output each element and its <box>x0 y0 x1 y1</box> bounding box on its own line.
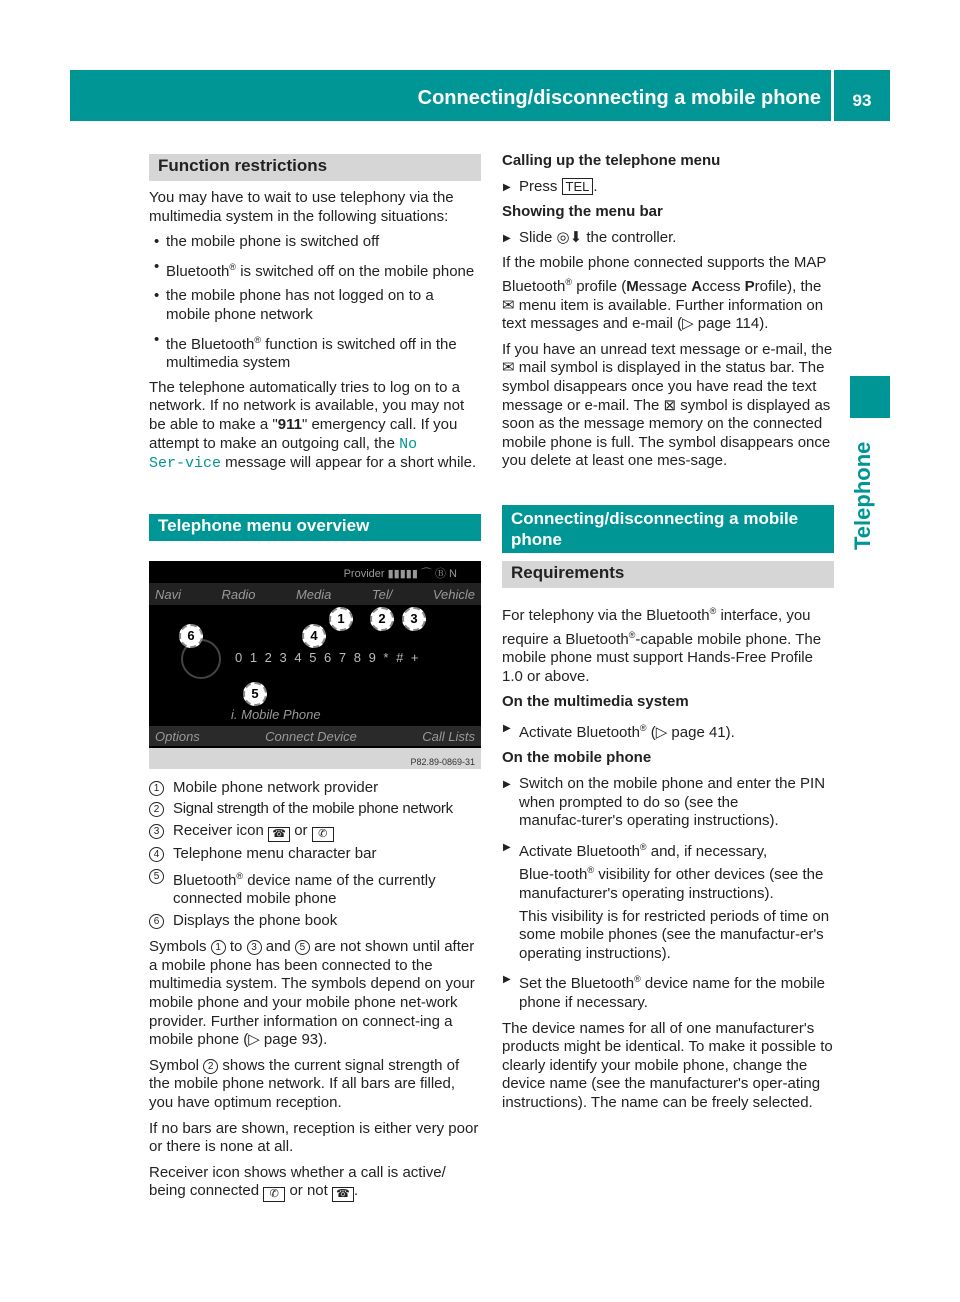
callout-2: 2 <box>370 607 394 631</box>
callout-3: 3 <box>402 607 426 631</box>
receiver-up-icon: ✆ <box>312 827 334 842</box>
callout-1: 1 <box>329 607 353 631</box>
list-item: • the mobile phone has not logged on to a mobile phone network <box>149 287 481 324</box>
legend-item: 6 Displays the phone book <box>149 912 481 931</box>
status-bar: Provider ▮▮▮▮▮ ⌒ Ⓑ N <box>343 567 457 580</box>
callout-6: 6 <box>179 624 203 648</box>
list-item: • the mobile phone is switched off <box>149 233 481 252</box>
paragraph: For telephony via the Bluetooth® interface, you require a Bluetooth®-capable mobile phone. The mobile phone must support Hands-Free Profile 1.0 or above. <box>502 605 822 685</box>
character-bar: 0 1 2 3 4 5 6 7 8 9 * # + <box>235 649 421 665</box>
paragraph: Symbols 1 to 3 and 5 are not shown until after a mobile phone has been connected to the multimedia system. The symbols depend on your mobile phone and your mobile phone net‑work provider. Further information on connect‑ing a mobile phone (▷ page 93). <box>149 938 475 1049</box>
left-column <box>149 154 481 1209</box>
controller-slide-down-icon: ◎⬇ <box>556 228 583 246</box>
callout-4: 4 <box>302 624 326 648</box>
envelope-icon: ✉ <box>502 296 515 314</box>
receiver-down-icon: ☎ <box>268 827 290 842</box>
legend-item: 3 Receiver icon ☎ or ✆ <box>149 822 481 842</box>
step: ▶ Switch on the mobile phone and enter the PIN when prompted to do so (see the manufac‑turer's operating instructions). <box>502 775 834 831</box>
paragraph: If the mobile phone connected supports the MAP Bluetooth® profile (Message Access Profile), the ✉ menu item is available. Further information on text messages and e-mail (▷ page 114). <box>502 254 827 333</box>
receiver-up-icon: ✆ <box>263 1187 285 1202</box>
paragraph: You may have to wait to use telephony via the multimedia system in the following situations: <box>149 189 454 225</box>
heading-telephone-menu-overview: Telephone menu overview <box>149 514 481 541</box>
step-note: This visibility is for restricted periods of time on some mobile phones (see the manufactur‑er's operating instructions). <box>519 907 830 962</box>
list-item: • the Bluetooth® function is switched off in the multimedia system <box>149 331 481 373</box>
page-number: 93 <box>834 70 890 121</box>
figure-code: P82.89-0869-31 <box>149 748 481 769</box>
main-menu-bar: Navi Radio Media Tel/ Vehicle <box>149 583 481 605</box>
paragraph: If no bars are shown, reception is either very poor or there is none at all. <box>149 1119 479 1156</box>
step: ▶ Activate Bluetooth® (▷ page 41). <box>502 719 834 743</box>
heading-calling-telephone-menu: Calling up the telephone menu <box>502 152 721 169</box>
receiver-down-icon: ☎ <box>332 1187 354 1202</box>
legend-item: 4 Telephone menu character bar <box>149 845 481 864</box>
telephone-menu-screenshot <box>149 561 481 769</box>
heading-requirements: Requirements <box>502 561 834 588</box>
right-column <box>502 152 834 1120</box>
tel-key: TEL <box>562 178 594 195</box>
callout-5: 5 <box>243 682 267 706</box>
heading-mobile-phone: On the mobile phone <box>502 749 652 767</box>
step: ▶ Activate Bluetooth® and, if necessary, Blue‑tooth® visibility for other devices (see the manufacturer's operating instructions). <box>502 838 834 904</box>
paragraph: The telephone automatically tries to log on to a network. If no network is available, you may not be able to make a "911" emergency call. If you attempt to make an outgoing call, the No Ser‑vice message will appear for a short while. <box>149 378 477 473</box>
legend-item: 2 Signal strength of the mobile phone network <box>149 800 481 819</box>
heading-multimedia-system: On the multimedia system <box>502 693 689 711</box>
page-header: Connecting/disconnecting a mobile phone <box>70 70 831 121</box>
list-item: • Bluetooth® is switched off on the mobile phone <box>149 258 481 282</box>
paragraph: If you have an unread text message or e-mail, the ✉ mail symbol is displayed in the status bar. The symbol disappears once you have read the text message or e-mail. The ⊠ symbol is displayed as soon as the message memory on the connected mobile phone is full. The symbol disappears once you delete at least one mes‑sage. <box>502 340 833 470</box>
step: ▶ Press TEL . <box>502 178 834 197</box>
step: ▶ Slide ◎⬇ the controller. <box>502 229 834 248</box>
heading-connecting-disconnecting: Connecting/disconnecting a mobile phone <box>502 505 834 553</box>
step: ▶ Set the Bluetooth® device name for the mobile phone if necessary. <box>502 970 834 1012</box>
legend-item: 5 Bluetooth® device name of the currently connected mobile phone <box>149 867 481 909</box>
device-name: i. Mobile Phone <box>231 706 321 722</box>
heading-function-restrictions: Function restrictions <box>149 154 481 181</box>
heading-showing-menu-bar: Showing the menu bar <box>502 203 663 221</box>
paragraph: Symbol 2 shows the current signal strength of the mobile phone network. If all bars are filled, you have optimum reception. <box>149 1056 460 1112</box>
bottom-menu-bar: Options Connect Device Call Lists <box>149 726 481 746</box>
paragraph: Receiver icon shows whether a call is active/ being connected ✆ or not ☎ . <box>149 1163 446 1201</box>
side-tab-marker <box>850 376 890 418</box>
side-tab-label: Telephone <box>850 441 875 550</box>
paragraph: The device names for all of one manufacturer's products might be identical. To make it possible to clearly identify your mobile phone, change the device name (see the manufacturer's oper‑ating instructions). The name can be freely selected. <box>502 1019 833 1111</box>
mail-icon: ✉ <box>502 359 515 377</box>
legend-item: 1 Mobile phone network provider <box>149 779 481 798</box>
memory-full-mail-icon: ⊠ <box>663 396 677 414</box>
